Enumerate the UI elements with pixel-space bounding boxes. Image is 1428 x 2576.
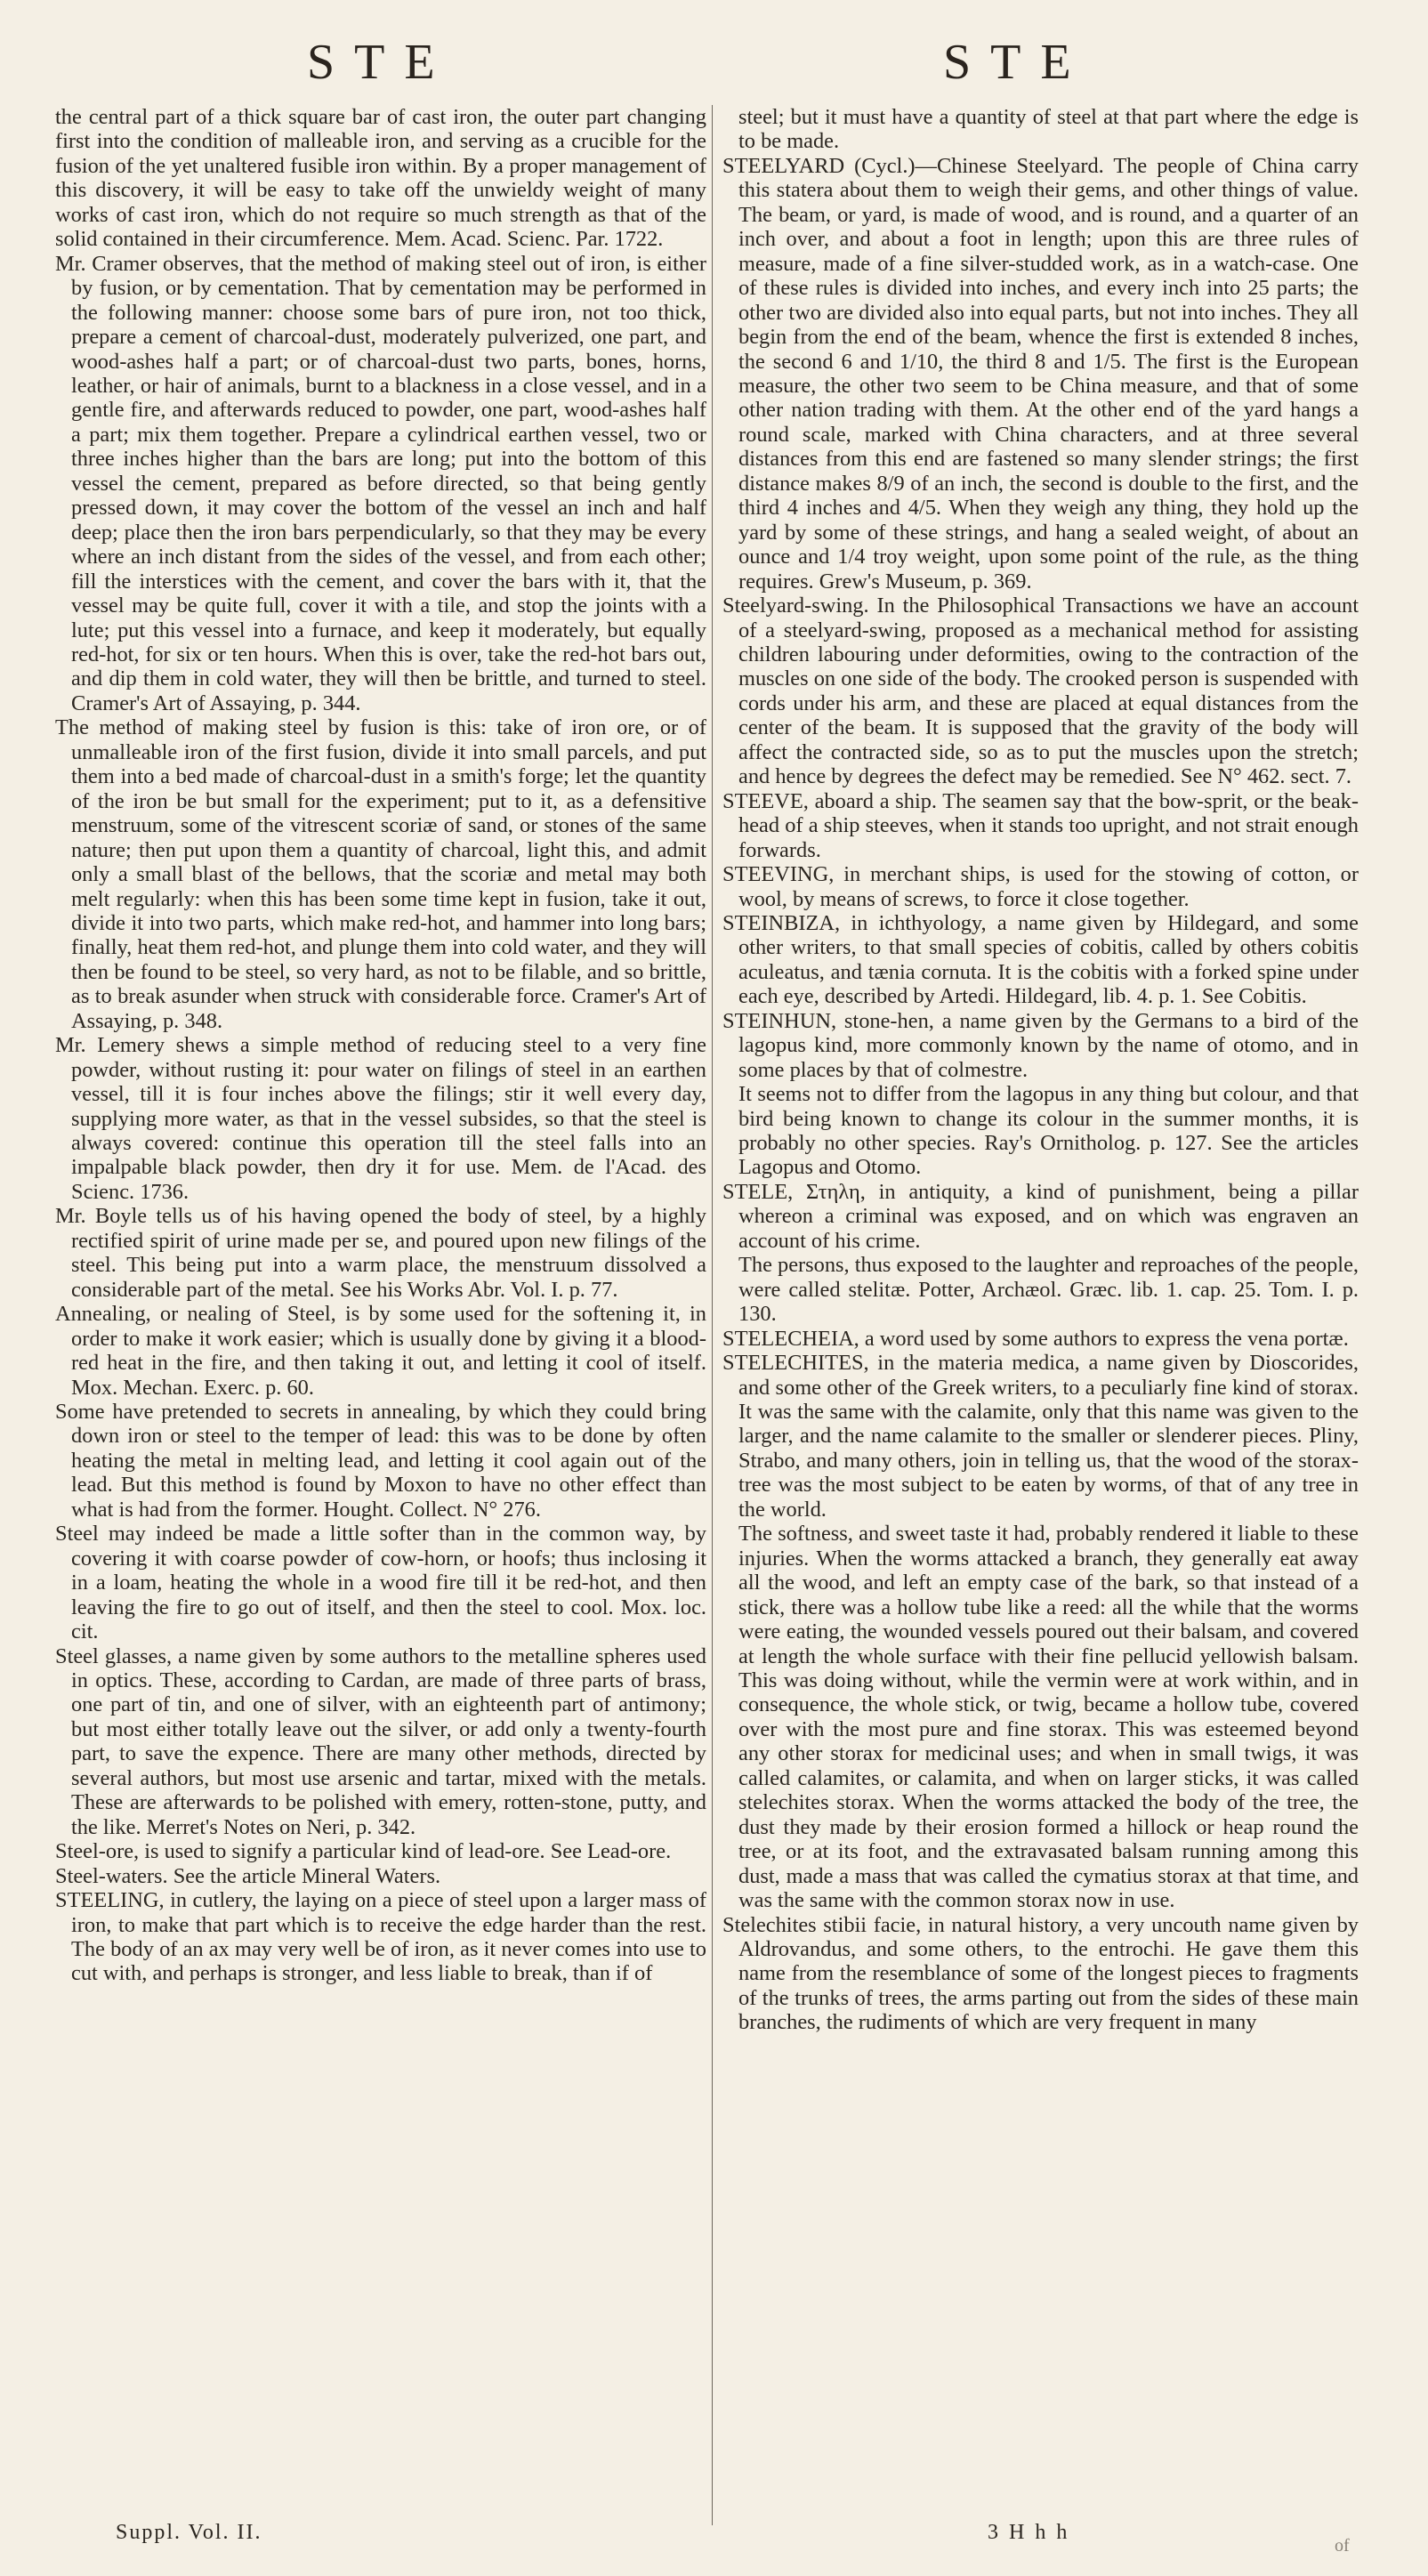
running-head-left: STE: [307, 35, 455, 90]
right-column-paragraph: The persons, thus exposed to the laughter and reproaches of the people, were called stelitæ. Potter, Archæol. Græc. lib. 1. cap. 25. Tom. I. p. 130.: [738, 1253, 1359, 1327]
signature-mark: 3 H h h: [988, 2521, 1070, 2544]
left-column: [55, 105, 706, 1986]
column-divider: [712, 105, 713, 2525]
right-column-paragraph: STEINBIZA, in ichthyology, a name given by Hildegard, and some other writers, to that small species of cobitis, called by others cobitis aculeatus, and tænia cornuta. It is the cobitis with a forked spine under each eye, described by Artedi. Hildegard, lib. 4. p. 1. See Cobitis.: [722, 910, 1359, 1009]
left-column-paragraph: Mr. Lemery shews a simple method of reducing steel to a very fine powder, without rusting it: pour water on filings of steel in an earthen vessel, till it is four inches above the filings; stir it well every day, supplying more water, as that in the vessel subsides, so that the steel is always covered: continue this operation till the steel falls into an impalpable black powder, then dry it for use. Mem. de l'Acad. des Scienc. 1736.: [55, 1033, 706, 1204]
right-column-paragraph: STELE, Στηλη, in antiquity, a kind of punishment, being a pillar whereon a criminal was exposed, and on which was engraven an account of his crime.: [722, 1179, 1359, 1253]
right-column-paragraph: Steelyard-swing. In the Philosophical Transactions we have an account of a steelyard-swing, proposed as a mechanical method for assisting children labouring under deformities, owing to the contraction of the muscles on one side of the body. The crooked person is suspended with cords under his arm, and these are placed at equal distances from the center of the beam. It is supposed that the gravity of the body will affect the contracted side, so as to put the muscles upon the stretch; and hence by degrees the defect may be remedied. See N° 462. sect. 7.: [722, 594, 1359, 789]
left-column-paragraph: Steel-ore, is used to signify a particular kind of lead-ore. See Lead-ore.: [55, 1839, 672, 1864]
right-column-paragraph: Stelechites stibii facie, in natural history, a very uncouth name given by Aldrovandus, and some others, to the entrochi. He gave them this name from the resemblance of some of the longest pieces to fragments of the trunks of trees, the arms parting out from the sides of these main branches, the rudiments of which are very frequent in many: [722, 1912, 1359, 2035]
left-column-paragraph: the central part of a thick square bar of cast iron, the outer part changing first into the condition of malleable iron, and serving as a crucible for the fusion of the yet unaltered fusible iron within. By a proper management of this discovery, it will be easy to take off the unwieldy weight of many works of cast iron, which do not require so much strength as that of the solid contained in their circumference. Mem. Acad. Scienc. Par. 1722.: [55, 105, 706, 252]
left-column-paragraph: Mr. Cramer observes, that the method of making steel out of iron, is either by fusion, or by cementation. That by cementation may be performed in the following manner: choose some bars of pure iron, not too thick, prepare a cement of charcoal-dust, moderately pulverized, one part, and wood-ashes half a part; or of charcoal-dust two parts, bones, horns, leather, or hair of animals, burnt to a blackness in a close vessel, and in a gentle fire, and afterwards reduced to powder, one part, wood-ashes half a part; mix them together. Prepare a cylindrical earthen vessel, two or three inches higher than the bars are long; put into the bottom of this vessel the cement, prepared as before directed, so that being gently pressed down, it may cover the bottom of the vessel an inch and half deep; place then the iron bars perpendicularly, so that they may be every where an inch distant from the sides of the vessel, and from each other; fill the interstices with the cement, and cover the bars with it, that the vessel may be quite full, cover it with a tile, and stop the joints with a lute; put this vessel into a furnace, and keep it moderately, but equally red-hot, for six or ten hours. When this is over, take the red-hot bars out, and dip them in cold water, they will then be brittle, and turned to steel. Cramer's Art of Assaying, p. 344.: [55, 251, 706, 715]
left-column-paragraph: Steel glasses, a name given by some authors to the metalline spheres used in optics. These, according to Cardan, are made of three parts of brass, one part of tin, and one of silver, with an eighteenth part of antimony; but most either totally leave out the silver, or add only a twenty-fourth part, to save the expence. There are many other methods, directed by several authors, but most use arsenic and tartar, mixed with the metals. These are afterwards to be polished with emery, rotten-stone, putty, and the like. Merret's Notes on Neri, p. 342.: [55, 1643, 706, 1839]
right-column-paragraph: The softness, and sweet taste it had, probably rendered it liable to these injuries. When the worms attacked a branch, they generally eat away all the wood, and left an empty case of the bark, so that instead of a stick, there was a hollow tube like a reed: all the while that the worms were eating, the wounded vessels poured out their balsam, and covered at length the whole surface with their fine pellucid yellowish balsam. This was doing without, while the vermin were at work within, and in consequence, the whole stick, or twig, became a hollow tube, covered over with the most pure and fine storax. This was esteemed beyond any other storax for medicinal uses; and when in small twigs, it was called calamites, or calamita, and when on larger sticks, it was called stelechites storax. When the worms attacked the body of the tree, the dust they made by their erosion formed a hillock or heap round the tree, or at its foot, and the extravasated balsam running among this dust, made a mass that was called the cymatius storax at that time, and was the same with the common storax now in use.: [738, 1522, 1359, 1913]
right-column-paragraph: STEEVE, aboard a ship. The seamen say that the bow-sprit, or the beak-head of a ship steeves, when it stands too upright, and not strait enough forwards.: [722, 788, 1359, 862]
running-head-right: STE: [943, 35, 1091, 90]
right-column-paragraph: steel; but it must have a quantity of steel at that part where the edge is to be made.: [738, 105, 1359, 154]
right-column-paragraph: It seems not to differ from the lagopus in any thing but colour, and that bird being known to change its colour in the summer months, it is probably no other species. Ray's Ornitholog. p. 127. See the articles Lagopus and Otomo.: [738, 1082, 1359, 1180]
left-column-paragraph: The method of making steel by fusion is this: take of iron ore, or of unmalleable iron of the first fusion, divide it into small parcels, and put them into a bed made of charcoal-dust in a smith's forge; let the quantity of the iron be but small for the experiment; put to it, as a defensitive menstruum, some of the vitrescent scoriæ of sand, or stones of the same nature; then put upon them a quantity of charcoal, light this, and admit only a small blast of the bellows, that the scoriæ and metal may both melt regularly: when this has been some time kept in fusion, take it out, divide it into two parts, which make red-hot, and hammer into long bars; finally, heat them red-hot, and plunge them into cold water, and they will then be found to be steel, so very hard, as not to be filable, and so brittle, as to break asunder when struck with considerable force. Cramer's Art of Assaying, p. 348.: [55, 715, 706, 1033]
left-column-paragraph: Steel may indeed be made a little softer than in the common way, by covering it with coarse powder of cow-horn, or hoofs; thus inclosing it in a loam, heating the whole in a wood fire till it be red-hot, and then leaving the fire to go out of itself, and then the steel to cool. Mox. loc. cit.: [55, 1522, 706, 1644]
right-column-paragraph: STELECHITES, in the materia medica, a name given by Dioscorides, and some other of the Greek writers, to a peculiarly fine kind of storax. It was the same with the calamite, only that this name was given to the larger, and the name calamite to the smaller or slenderer pieces. Pliny, Strabo, and many others, join in telling us, that the wood of the storax-tree was the most subject to be eaten by worms, of that of any tree in the world.: [722, 1351, 1359, 1522]
right-column-paragraph: STEELYARD (Cycl.)—Chinese Steelyard. The people of China carry this statera about them to weigh their gems, and other things of value. The beam, or yard, is made of wood, and is round, and a quarter of an inch over, and about a foot in length; upon this are three rules of measure, made of a fine silver-studded work, as in a watch-case. One of these rules is divided into inches, and every inch into 25 parts; the other two are divided also into equal parts, but not into inches. They all begin from the end of the beam, whence the first is extended 8 inches, the second 6 and 1/10, the third 8 and 1/5. The first is the European measure, the other two seem to be China measure, and that of some other nation trading with them. At the other end of the yard hangs a round scale, marked with China characters, and at three several distances from this end are fastened so many slender strings; the first distance makes 8/9 of an inch, the second is double to the first, and the third 4 inches and 4/5. When they weigh any thing, they hold up the yard by some of these strings, and hang a sealed weight, of about an ounce and 1/4 troy weight, upon some point of the rule, as the thing requires. Grew's Museum, p. 369.: [722, 153, 1359, 594]
left-column-paragraph: Steel-waters. See the article Mineral Waters.: [55, 1863, 441, 1888]
left-column-paragraph: Some have pretended to secrets in annealing, by which they could bring down iron or steel to the temper of lead: this was to be done by often heating the metal in melting lead, and letting it cool again out of the lead. But this method is found by Moxon to have no other effect than what is had from the former. Hought. Collect. N° 276.: [55, 1400, 706, 1522]
catchword: of: [1335, 2536, 1350, 2556]
left-column-paragraph: Annealing, or nealing of Steel, is by some used for the softening it, in order to make it work easier; which is usually done by giving it a blood-red heat in the fire, and then taking it out, and letting it cool of itself. Mox. Mechan. Exerc. p. 60.: [55, 1302, 706, 1400]
right-column: [722, 105, 1359, 2035]
volume-footer: Suppl. Vol. II.: [116, 2521, 262, 2544]
right-column-paragraph: STELECHEIA, a word used by some authors to express the vena portæ.: [722, 1326, 1349, 1351]
right-column-paragraph: STEINHUN, stone-hen, a name given by the Germans to a bird of the lagopus kind, more commonly known by the name of otomo, and in some places by that of colmestre.: [722, 1008, 1359, 1082]
left-column-paragraph: STEELING, in cutlery, the laying on a piece of steel upon a larger mass of iron, to make that part which is to receive the edge harder than the rest. The body of an ax may very well be of iron, as it never comes into use to cut with, and perhaps is stronger, and less liable to break, than if of: [55, 1888, 706, 1986]
right-column-paragraph: STEEVING, in merchant ships, is used for the stowing of cotton, or wool, by means of screws, to force it close together.: [722, 862, 1359, 911]
left-column-paragraph: Mr. Boyle tells us of his having opened the body of steel, by a highly rectified spirit of urine made per se, and poured upon new filings of the steel. This being put into a warm place, the menstruum dissolved a considerable part of the metal. See his Works Abr. Vol. I. p. 77.: [55, 1204, 706, 1302]
